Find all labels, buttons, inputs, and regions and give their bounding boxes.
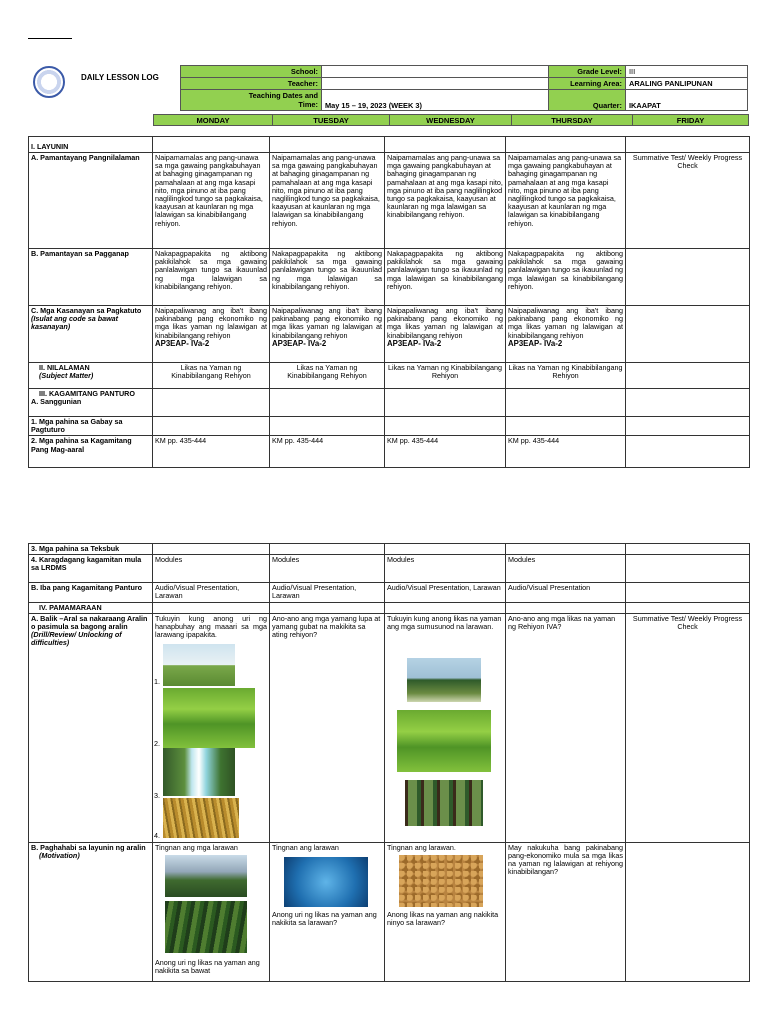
farm-field-image: [163, 644, 235, 686]
top-rule: [28, 38, 72, 39]
teksbuk-label: 3. Mga pahina sa Teksbuk: [29, 544, 153, 555]
balik-aral-wed: Tukuyin kung anong likas na yaman ang mga sumusunod na larawan.: [385, 613, 506, 842]
kasanayan-label: C. Mga Kasanayan sa Pagkatuto (Isulat ang code sa bawat kasanayan): [29, 306, 153, 363]
av-wed: Audio/Visual Presentation, Larawan: [385, 583, 506, 602]
modules-mon: Modules: [153, 555, 270, 583]
km-wed: KM pp. 435-444: [385, 436, 506, 468]
modules-tue: Modules: [270, 555, 385, 583]
day-monday: MONDAY: [154, 115, 273, 126]
gabay-label: 1. Mga pahina sa Gabay sa Pagtuturo: [29, 417, 153, 436]
km-thu: KM pp. 435-444: [506, 436, 626, 468]
pamantayang-pangnilalaman-label: A. Pamantayang Pangnilalaman: [29, 153, 153, 249]
seaside-bushes-image: [407, 658, 481, 702]
learning-area-label: Learning Area:: [549, 78, 626, 90]
school-value: [322, 66, 549, 78]
content-standard-fri: Summative Test/ Weekly Progress Check: [626, 153, 750, 249]
nilalaman-thu: Likas na Yaman ng Kinabibilangang Rehiyon: [506, 363, 626, 389]
balik-aral-thu: Ano-ano ang mga likas na yaman ng Rehiyon IVA?: [506, 613, 626, 842]
av-mon: Audio/Visual Presentation, Larawan: [153, 583, 270, 602]
green-field-image: [397, 710, 491, 772]
km-mon: KM pp. 435-444: [153, 436, 270, 468]
seeds-image: [399, 855, 483, 907]
modules-thu: Modules: [506, 555, 626, 583]
quarter-value: IKAAPAT: [626, 90, 748, 111]
balik-aral-mon: Tukuyin kung anong uri ng hanapbuhay ang maaari sa mga larawang ipapakita. 1. 2. 3. 4.: [153, 613, 270, 842]
paghahabi-wed: Tingnan ang larawan. Anong likas na yaman ang nakikita ninyo sa larawan?: [385, 842, 506, 981]
waterfall-image: [163, 748, 235, 796]
teacher-value: [322, 78, 549, 90]
competency-thu: Naipapaliwanag ang iba't ibang pakinabang pang ekonomiko ng mga likas yaman ng lalawigan at kinabibilangang rehiyon AP3EAP- IVa-2: [506, 306, 626, 363]
forest-trees-image: [405, 780, 483, 826]
lesson-table-2: [28, 543, 750, 982]
paghahabi-thu: May nakukuha bang pakinabang pang-ekonomiko mula sa mga likas na yaman ng lalawigan at rehiyong kinabibilangan?: [506, 842, 626, 981]
performance-standard-tue: Nakapagpapakita ng aktibong pakikilahok sa mga gawaing panlalawigan tungo sa ikauunlad ng mga lalawigan sa kinabibilangang rehiyon.: [270, 249, 385, 306]
balik-aral-label: A. Balik –Aral sa nakaraang Aralin o pasimula sa bagong aralin (Drill/Review/ Unlocking of difficulties): [29, 613, 153, 842]
school-label: School:: [181, 66, 322, 78]
school-of-fish-image: [284, 857, 368, 907]
iba-pang-kagamitan-label: B. Iba pang Kagamitang Panturo: [29, 583, 153, 602]
day-tuesday: TUESDAY: [273, 115, 390, 126]
dates-value: May 15 – 19, 2023 (WEEK 3): [322, 90, 549, 111]
kagamitang-panturo-label: III. KAGAMITANG PANTURO A. Sanggunian: [29, 389, 153, 417]
nilalaman-wed: Likas na Yaman ng Kinabibilangang Rehiyon: [385, 363, 506, 389]
performance-standard-wed: Nakapagpapakita ng aktibong pakikilahok sa mga gawaing panlalawigan tungo sa ikauunlad ng mga lalawigan sa kinabibilangang rehiyon.: [385, 249, 506, 306]
nilalaman-mon: Likas na Yaman ng Kinabibilangang Rehiyon: [153, 363, 270, 389]
day-thursday: THURSDAY: [512, 115, 633, 126]
teacher-label: Teacher:: [181, 78, 322, 90]
day-wednesday: WEDNESDAY: [390, 115, 512, 126]
jungle-forest-image: [165, 901, 247, 953]
nilalaman-tue: Likas na Yaman ng Kinabibilangang Rehiyon: [270, 363, 385, 389]
lesson-table-1: [28, 136, 750, 468]
competency-tue: Naipapaliwanag ang iba't ibang pakinabang pang ekonomiko ng mga likas yaman ng lalawigan at kinabibilangang rehiyon AP3EAP- IVa-2: [270, 306, 385, 363]
nilalaman-label: II. NILALAMAN (Subject Matter): [29, 363, 153, 389]
km-tue: KM pp. 435-444: [270, 436, 385, 468]
mountain-image: [165, 855, 247, 897]
modules-wed: Modules: [385, 555, 506, 583]
quarter-label: Quarter:: [549, 90, 626, 111]
grade-value: III: [626, 66, 748, 78]
content-standard-tue: Naipamamalas ang pang-unawa sa mga gawaing pangkabuhayan at bahaging ginagampanan ng pamahalaan at ang mga kasapi nito, mga pinuno at iba pang naglilingkod tungo sa pagkakaisa, kaayusan at kaunlaran ng mga lalawigan sa kinabibilangang rehiyon.: [270, 153, 385, 249]
performance-standard-mon: Nakapagpapakita ng aktibong pakikilahok sa mga gawaing panlalawigan tungo sa ikauunlad ng mga lalawigan sa kinabibilangang rehiyon.: [153, 249, 270, 306]
day-friday: FRIDAY: [633, 115, 749, 126]
pamantayan-pagganap-label: B. Pamantayan sa Pagganap: [29, 249, 153, 306]
rice-field-image: [163, 688, 255, 748]
balik-aral-fri: Summative Test/ Weekly Progress Check: [626, 613, 750, 842]
section-layunin: I. LAYUNIN: [29, 137, 153, 153]
av-thu: Audio/Visual Presentation: [506, 583, 626, 602]
balik-aral-tue: Ano-ano ang mga yamang lupa at yamang gubat na makikita sa ating rehiyon?: [270, 613, 385, 842]
competency-mon: Naipapaliwanag ang iba't ibang pakinabang pang ekonomiko ng mga likas yaman ng lalawigan at kinabibilangang rehiyon AP3EAP- IVa-2: [153, 306, 270, 363]
pamamaraan-label: IV. PAMAMARAAN: [29, 602, 153, 613]
content-standard-wed: Naipamamalas ang pang-unawa sa mga gawaing pangkabuhayan at bahaging ginagampanan ng pamahalaan at ang mga kasapi nito, mga pinuno at iba pang naglilingkod tungo sa pagkakaisa, kaayusan at kaunlaran ng mga lalawigan sa kinabibilangang rehiyon.: [385, 153, 506, 249]
day-header-bar: [153, 114, 749, 126]
av-tue: Audio/Visual Presentation, Larawan: [270, 583, 385, 602]
paghahabi-tue: Tingnan ang larawan Anong uri ng likas na yaman ang nakikita sa larawan?: [270, 842, 385, 981]
competency-wed: Naipapaliwanag ang iba't ibang pakinabang pang ekonomiko ng mga likas yaman ng lalawigan at kinabibilangang rehiyon AP3EAP- IVa-2: [385, 306, 506, 363]
content-standard-thu: Naipamamalas ang pang-unawa sa mga gawaing pangkabuhayan at bahaging ginagampanan ng pamahalaan at ang mga kasapi nito, mga pinuno at iba pang naglilingkod tungo sa pagkakaisa, kaayusan at kaunlaran ng mga lalawigan sa kinabibilangang rehiyon.: [506, 153, 626, 249]
learning-area-value: ARALING PANLIPUNAN: [626, 78, 748, 90]
palay-grain-image: [163, 798, 239, 838]
deped-seal-icon: [33, 66, 65, 98]
header-table: [180, 65, 748, 111]
paghahabi-label: B. Paghahabi sa layunin ng aralin (Motivation): [29, 842, 153, 981]
kagamitang-mag-aaral-label: 2. Mga pahina sa Kagamitang Pang Mag-aaral: [29, 436, 153, 468]
lrdms-label: 4. Karagdagang kagamitan mula sa LRDMS: [29, 555, 153, 583]
content-standard-mon: Naipamamalas ang pang-unawa sa mga gawaing pangkabuhayan at bahaging ginagampanan ng pamahalaan at ang mga kasapi nito, mga pinuno at iba pang naglilingkod tungo sa pagkakaisa, kaayusan at kaunlaran ng mga lalawigan sa kinabibilangang rehiyon.: [153, 153, 270, 249]
grade-label: Grade Level:: [549, 66, 626, 78]
paghahabi-mon: Tingnan ang mga larawan Anong uri ng likas na yaman ang nakikita sa bawat: [153, 842, 270, 981]
page-title: DAILY LESSON LOG: [81, 73, 159, 82]
performance-standard-thu: Nakapagpapakita ng aktibong pakikilahok sa mga gawaing panlalawigan tungo sa ikauunlad ng mga lalawigan sa kinabibilangang rehiyon.: [506, 249, 626, 306]
dates-label: Teaching Dates and Time:: [181, 90, 322, 111]
